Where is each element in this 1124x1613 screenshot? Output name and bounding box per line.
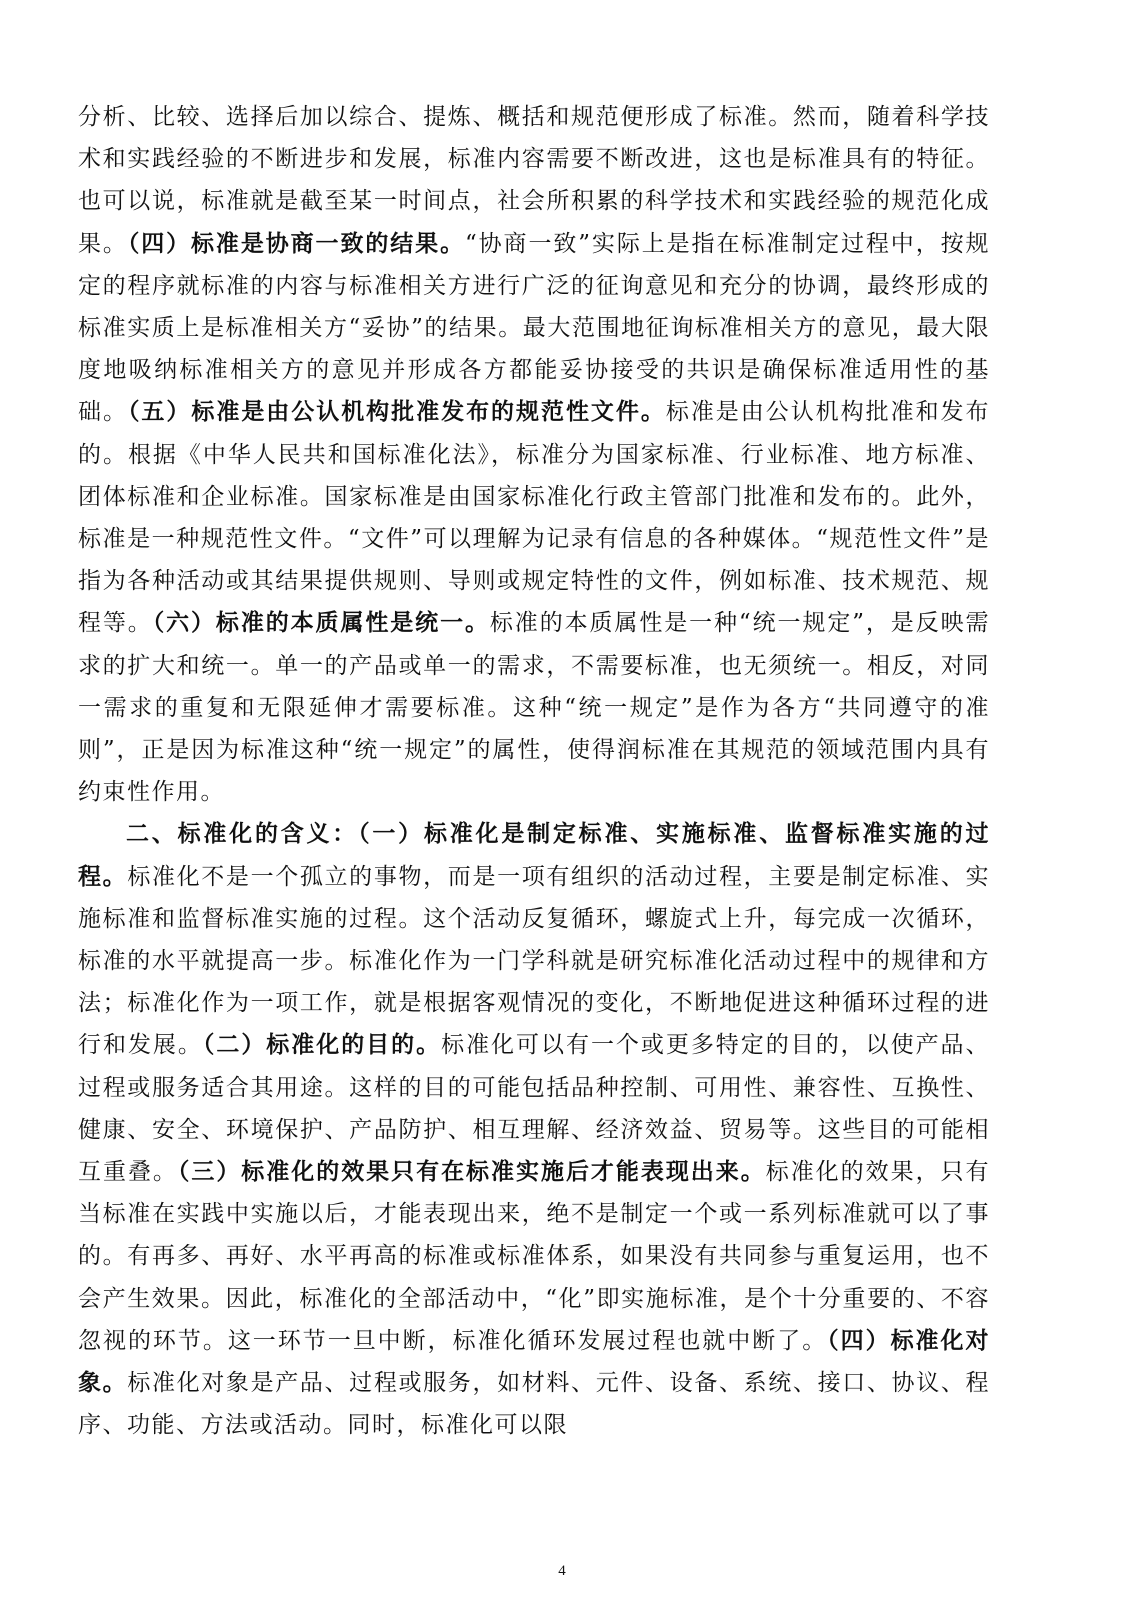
text-run: “协商一致”实际上是指在标准制定过程中，按规定的程序就标准的内容与标准相关方进行广泛的征询意见和充分的协调，最终形成的标准实质上是标准相关方“妥协”的结果。最大范围地征询标准相关方的意见，最大限度地吸纳标准相关方的意见并形成各方都能妥协接受的共识是确保标准适用性的基础。 xyxy=(78,230,990,426)
text-run: 标准的本质属性是一种“统一规定”，是反映需求的扩大和统一。单一的产品或单一的需求，不需要标准，也无须统一。相反，对同一需求的重复和无限延伸才需要标准。这种“统一规定”是作为各方“共同遵守的准则”，正是因为标准这种“统一规定”的属性，使得润标准在其规范的领域范围内具有约束性作用。 xyxy=(78,610,990,806)
heading-run: 二、标准化的含义：（一）标准化是制定标准、实施标准、监督标准实施的过程。 xyxy=(78,820,990,890)
heading-run: （四）标准是协商一致的结果。 xyxy=(127,229,465,257)
paragraph-standard-characteristics xyxy=(78,96,990,813)
heading-run: （三）标准化的效果只有在标准实施后才能表现出来。 xyxy=(177,1158,766,1186)
text-run: 标准化不是一个孤立的事物，而是一项有组织的活动过程，主要是制定标准、实施标准和监督标准实施的过程。这个活动反复循环，螺旋式上升，每完成一次循环，标准的水平就提高一步。标准化作为一门学科就是研究标准化活动过程中的规律和方法；标准化作为一项工作，就是根据客观情况的变化，不断地促进这种循环过程的进行和发展。 xyxy=(78,863,991,1059)
heading-run: （四）标准化对象。 xyxy=(78,1326,991,1397)
document-body xyxy=(78,96,990,1447)
page-number: 4 xyxy=(558,1563,566,1579)
heading-run: （六）标准的本质属性是统一。 xyxy=(152,609,490,637)
text-run: 分析、比较、选择后加以综合、提炼、概括和规范便形成了标准。然而，随着科学技术和实践经验的不断进步和发展，标准内容需要不断改进，这也是标准具有的特征。也可以说，标准就是截至某一时间点，社会所积累的科学技术和实践经验的规范化成果。 xyxy=(78,104,990,257)
text-run: 标准化对象是产品、过程或服务，如材料、元件、设备、系统、接口、协议、程序、功能、方法或活动。同时，标准化可以限 xyxy=(78,1370,991,1439)
heading-run: （二）标准化的目的。 xyxy=(202,1031,442,1059)
text-run: 标准化的效果，只有当标准在实践中实施以后，才能表现出来，绝不是制定一个或一系列标准就可以了事的。有再多、再好、水平再高的标准或标准体系，如果没有共同参与重复运用，也不会产生效果。因此，标准化的全部活动中，“化”即实施标准，是个十分重要的、不容忽视的环节。这一环节一旦中断，标准化循环发展过程也就中断了。 xyxy=(78,1159,991,1354)
paragraph-standardization-meaning xyxy=(78,813,990,1446)
text-run: 标准是由公认机构批准和发布的。根据《中华人民共和国标准化法》，标准分为国家标准、行业标准、地方标准、团体标准和企业标准。国家标准是由国家标准化行政主管部门批准和发布的。此外，标准是一种规范性文件。“文件”可以理解为记录有信息的各种媒体。“规范性文件”是指为各种活动或其结果提供规则、导则或规定特性的文件，例如标准、技术规范、规程等。 xyxy=(78,399,991,637)
text-run: 标准化可以有一个或更多特定的目的，以使产品、过程或服务适合其用途。这样的目的可能包括品种控制、可用性、兼容性、互换性、健康、安全、环境保护、产品防护、相互理解、经济效益、贸易等。这些目的可能相互重叠。 xyxy=(78,1032,991,1186)
heading-run: （五）标准是由公认机构批准发布的规范性文件。 xyxy=(127,398,666,426)
